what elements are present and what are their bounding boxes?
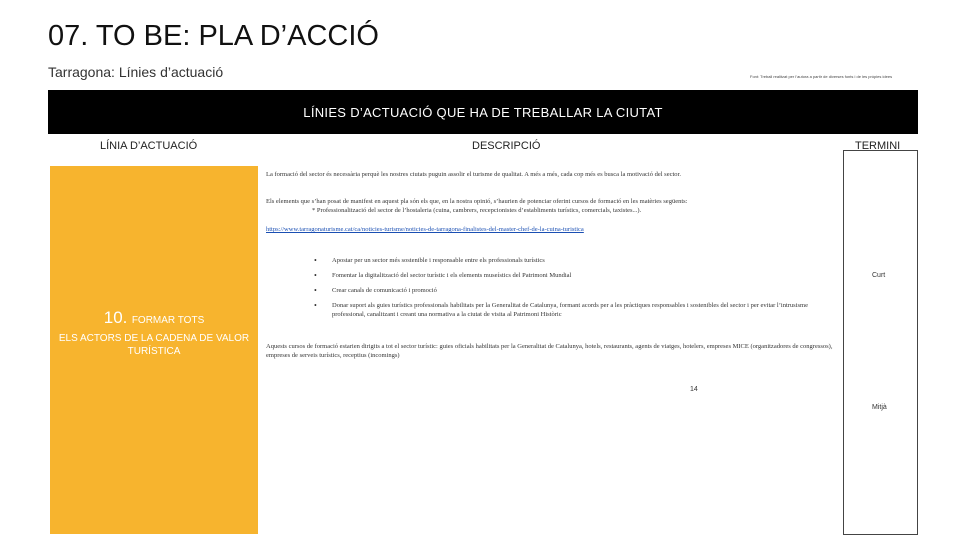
section-banner (48, 90, 918, 134)
page-title: 07. TO BE: PLA D’ACCIÓ (48, 20, 379, 52)
column-header-descripcio: DESCRIPCIÓ (472, 140, 541, 152)
reference-link[interactable]: https://www.tarragonaturisme.cat/ca/noticies-turisme/noticies-de-tarragona-finalistes-del-master-chef-de-la-cuina-turistica (266, 226, 584, 233)
professionalization-text: * Professionalització del sector de l’hostaleria (cuina, cambrers, recepcionistes d’establiments turístics, comercials, taxistes...). (312, 207, 642, 214)
action-line-label-first: FORMAR TOTS (131, 315, 205, 326)
termini-medium: Mitjà (872, 404, 887, 411)
termini-box (843, 150, 918, 535)
banner-label: LÍNIES D’ACTUACIÓ QUE HA DE TREBALLAR LA CIUTAT (303, 104, 663, 120)
page-subtitle: Tarragona: Línies d’actuació (48, 64, 224, 80)
list-item: • Donar suport als guies turístics professionals habilitats per la Generalitat de Catalunya, formant acords per a les pràctiques responsables i sostenibles del sector i per evitar l’intrusisme professional, canalitzant i creant una normativa a la ciutat de visita al Patrimoni Històric (314, 301, 836, 319)
elements-intro: Els elements que s’han posat de manifest en aquest pla són els que, en la nostra opinió, s’haurien de potenciar oferint cursos de formació en les matèries següents: (266, 198, 688, 205)
column-header-linia: LÍNIA D’ACTUACIÓ (100, 140, 198, 152)
action-line-number: 10. (103, 308, 128, 327)
action-line-heading (52, 308, 256, 328)
page-number: 14 (690, 386, 698, 393)
column-header-termini: TERMINI (855, 140, 901, 152)
description-elements (266, 197, 836, 234)
list-item: • Crear canals de comunicació i promoció (314, 286, 836, 295)
description-closing: Aquests cursos de formació estarien dirigits a tot el sector turístic: guies oficials habilitats per la Generalitat de Catalunya, hotels, restaurants, agents de viatges, hotelers, empreses MICE (organitzadores de congressos), empreses de serveis turístics, receptius (incomings) (266, 343, 833, 359)
list-item: • Fomentar la digitalització del sector turístic i els elements museístics del Patrimoni Mundial (314, 271, 836, 280)
bullet-list (314, 256, 836, 325)
action-line-label-rest: ELS ACTORS DE LA CADENA DE VALOR TURÍSTICA (58, 333, 250, 357)
description-intro: La formació del sector és necessària perquè les nostres ciutats puguin assolir el turisme de qualitat. A més a més, cada cop més es busca la motivació del sector. (266, 171, 681, 178)
list-item: • Apostar per un sector més sostenible i responsable entre els professionals turístics (314, 256, 836, 265)
source-note: Font: Treball realitzat per l’autora a partir de diverses fonts i de les pròpies idees (750, 74, 893, 79)
termini-short: Curt (872, 272, 886, 279)
